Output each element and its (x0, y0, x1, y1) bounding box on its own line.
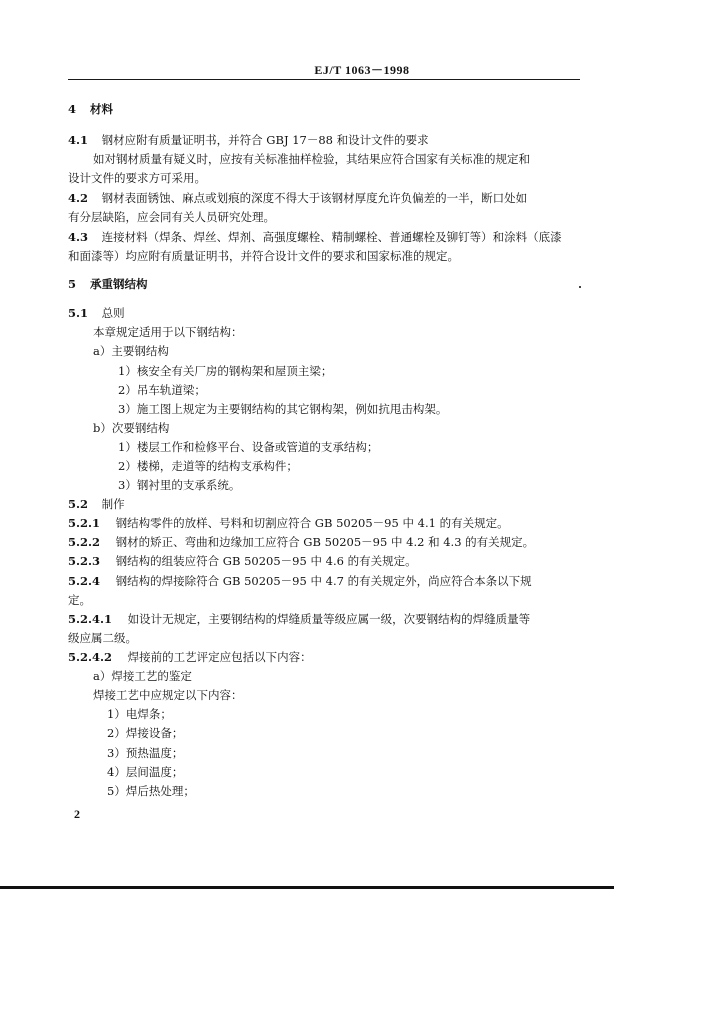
clause-5-2-4-1 (68, 611, 530, 627)
clause-5-2-4-2-item-a3: 3）预热温度； (107, 746, 184, 760)
clause-4-3-line2: 和面漆等）均应附有质量证明书，并符合设计文件的要求和国家标准的规定。 (68, 249, 459, 263)
clause-4-2-line2: 有分层缺陷，应会同有关人员研究处理。 (68, 210, 275, 224)
clause-5-2-title: 制作 (101, 497, 125, 511)
page-number: 2 (74, 807, 80, 821)
bottom-rule (0, 886, 614, 889)
clause-5-2-4-2-item-a2: 2）焊接设备； (107, 726, 184, 740)
clause-5-1-item-b2: 2）楼梯，走道等的结构支承构件； (118, 459, 298, 473)
section-4-heading (68, 101, 113, 117)
clause-5-2-4-2 (68, 649, 312, 665)
clause-4-3-text: 连接材料（焊条、焊丝、焊剂、高强度螺栓、精制螺栓、普通螺栓及铆钉等）和涂料（底漆 (101, 230, 562, 244)
section-5-number: 5 (68, 277, 77, 291)
clause-5-2-4-2-item-a1: 1）电焊条； (107, 707, 172, 721)
clause-5-2-1 (68, 515, 509, 531)
clause-5-2-4-text: 钢结构的焊接除符合 GB 50205－95 中 4.7 的有关规定外，尚应符合本条以下规 (115, 574, 532, 588)
clause-5-2-4-2-item-a4: 4）层间温度； (107, 765, 184, 779)
clause-5-1-item-b1: 1）楼层工作和检修平台、设备或管道的支承结构； (118, 440, 379, 454)
scan-speck (579, 286, 581, 288)
clause-5-2-4-1-number: 5.2.4.1 (68, 612, 113, 626)
clause-5-2-2-text: 钢材的矫正、弯曲和边缘加工应符合 GB 50205－95 中 4.2 和 4.3 的有关规定。 (115, 535, 535, 549)
clause-5-1-item-a: a）主要钢结构 (93, 344, 169, 358)
section-5-title: 承重钢结构 (90, 277, 148, 291)
clause-5-1-title: 总则 (101, 306, 125, 320)
clause-4-1 (68, 132, 429, 148)
document-code-header: EJ/T 1063－1998 (314, 63, 410, 77)
clause-5-2-4-2-item-a: a）焊接工艺的鉴定 (93, 669, 192, 683)
clause-5-1-item-a1: 1）核安全有关厂房的钢构架和屋顶主梁； (118, 364, 333, 378)
section-5-heading (68, 276, 148, 292)
clause-4-1-number: 4.1 (68, 133, 89, 147)
clause-5-2-2 (68, 534, 534, 550)
clause-5-1-item-a3: 3）施工图上规定为主要钢结构的其它钢构架，例如抗甩击构架。 (118, 402, 448, 416)
clause-5-1-intro: 本章规定适用于以下钢结构： (93, 325, 243, 339)
clause-4-3-number: 4.3 (68, 230, 89, 244)
clause-5-2-3 (68, 553, 417, 569)
clause-5-2-2-number: 5.2.2 (68, 535, 101, 549)
clause-5-1-item-a2: 2）吊车轨道梁； (118, 383, 206, 397)
clause-5-2-3-number: 5.2.3 (68, 554, 101, 568)
clause-5-2-4-2-number: 5.2.4.2 (68, 650, 113, 664)
header-rule (68, 79, 580, 80)
clause-4-2-text: 钢材表面锈蚀、麻点或划痕的深度不得大于该钢材厚度允许负偏差的一半，断口处如 (101, 191, 528, 205)
clause-4-2-number: 4.2 (68, 191, 89, 205)
clause-4-3 (68, 229, 562, 245)
clause-5-2-4-number: 5.2.4 (68, 574, 101, 588)
clause-4-1-line3: 设计文件的要求方可采用。 (68, 171, 206, 185)
clause-5-2-1-text: 钢结构零件的放样、号料和切割应符合 GB 50205－95 中 4.1 的有关规定。 (115, 516, 509, 530)
clause-5-2-4-2-item-a-intro: 焊接工艺中应规定以下内容： (93, 688, 243, 702)
clause-5-2-4-1-text: 如设计无规定，主要钢结构的焊缝质量等级应属一级，次要钢结构的焊缝质量等 (127, 612, 531, 626)
clause-5-2-3-text: 钢结构的组装应符合 GB 50205－95 中 4.6 的有关规定。 (115, 554, 417, 568)
section-4-number: 4 (68, 102, 77, 116)
clause-5-1-number: 5.1 (68, 306, 89, 320)
clause-5-1-item-b3: 3）钢衬里的支承系统。 (118, 478, 241, 492)
clause-5-1-item-b: b）次要钢结构 (93, 421, 170, 435)
clause-5-2-4 (68, 573, 532, 589)
clause-5-2-4-line2: 定。 (68, 593, 91, 607)
section-4-title: 材料 (90, 102, 114, 116)
clause-5-1 (68, 305, 125, 321)
clause-5-2-number: 5.2 (68, 497, 89, 511)
clause-4-1-line2: 如对钢材质量有疑义时，应按有关标准抽样检验，其结果应符合国家有关标准的规定和 (93, 152, 530, 166)
clause-5-2-4-2-item-a5: 5）焊后热处理； (107, 784, 195, 798)
clause-5-2-4-2-text: 焊接前的工艺评定应包括以下内容： (127, 650, 312, 664)
clause-5-2-1-number: 5.2.1 (68, 516, 101, 530)
clause-5-2-4-1-line2: 级应属二级。 (68, 631, 137, 645)
clause-5-2 (68, 496, 125, 512)
clause-4-2 (68, 190, 527, 206)
clause-4-1-text: 钢材应附有质量证明书，并符合 GBJ 17－88 和设计文件的要求 (101, 133, 429, 147)
